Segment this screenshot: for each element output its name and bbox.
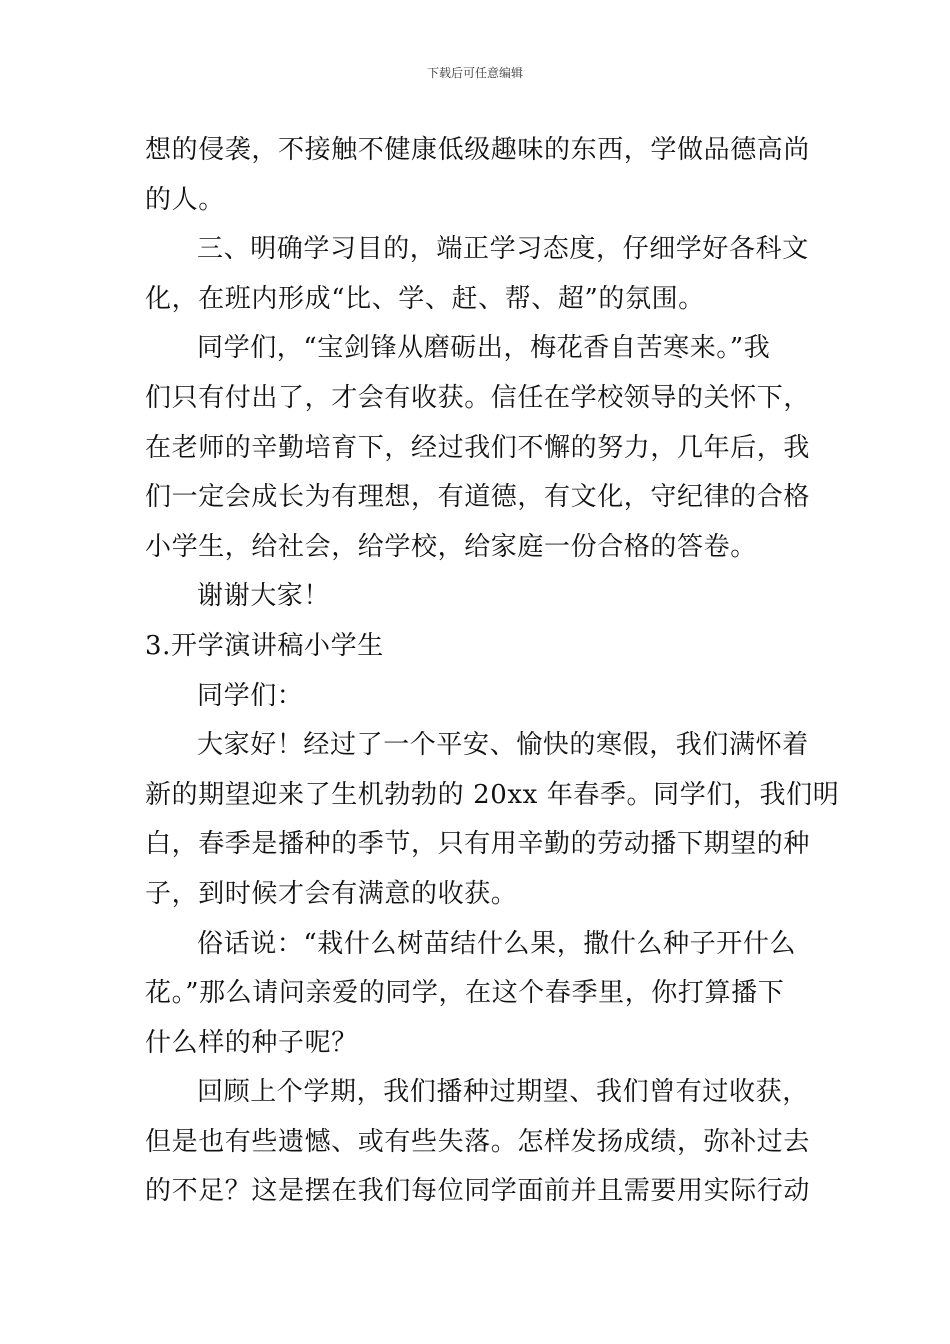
text-line: 同学们，“宝剑锋从磨砺出，梅花香自苦寒来。”我: [197, 333, 771, 364]
text-line: 花。”那么请问亲爱的同学，在这个春季里，你打算播下: [145, 978, 785, 1009]
section-heading: [145, 622, 805, 672]
paragraph: [145, 721, 840, 919]
text-line: 大家好！经过了一个平安、愉快的寒假，我们满怀着: [197, 730, 809, 761]
text-line: 回顾上个学期，我们播种过期望、我们曾有过收获，: [197, 1077, 809, 1108]
paragraph: [145, 920, 805, 1069]
text-line: 谢谢大家！: [197, 581, 331, 612]
paragraph: [145, 572, 805, 622]
text-line: 的人。: [145, 184, 225, 215]
text-line: 白，春季是播种的季节，只有用辛勤的劳动播下期望的种: [145, 829, 811, 860]
page-header-note: 下载后可任意编辑: [426, 66, 523, 80]
text-line: 在老师的辛勤培育下，经过我们不懈的努力，几年后，我: [145, 432, 811, 463]
text-line: 同学们：: [197, 680, 304, 711]
text-line: 俗话说：“栽什么树苗结什么果，撒什么种子开什么: [197, 928, 797, 959]
text-line: 新的期望迎来了生机勃勃的 20xx 年春季。同学们，我们明: [145, 779, 840, 810]
text-line: 们只有付出了，才会有收获。信任在学校领导的关怀下，: [145, 382, 811, 413]
text-line: 3.开学演讲稿小学生: [145, 630, 384, 661]
paragraph: [145, 225, 809, 324]
paragraph: [145, 324, 811, 572]
document-body: [145, 126, 840, 1217]
paragraph: [145, 126, 811, 225]
text-line: 什么样的种子呢？: [145, 1027, 358, 1058]
text-line: 的不足？这是摆在我们每位同学面前并且需要用实际行动: [145, 1176, 811, 1207]
text-line: 三、明确学习目的，端正学习态度，仔细学好各科文: [197, 234, 809, 265]
paragraph: [145, 672, 805, 722]
text-line: 们一定会成长为有理想，有道德，有文化，守纪律的合格: [145, 482, 811, 513]
text-line: 化，在班内形成“比、学、赶、帮、超”的氛围。: [145, 283, 705, 314]
text-line: 子，到时候才会有满意的收获。: [145, 878, 518, 909]
text-line: 想的侵袭，不接触不健康低级趣味的东西，学做品德高尚: [145, 135, 811, 165]
text-line: 小学生，给社会，给学校，给家庭一份合格的答卷。: [145, 531, 757, 562]
paragraph: [145, 1068, 811, 1217]
text-line: 但是也有些遗憾、或有些失落。怎样发扬成绩，弥补过去: [145, 1126, 811, 1157]
